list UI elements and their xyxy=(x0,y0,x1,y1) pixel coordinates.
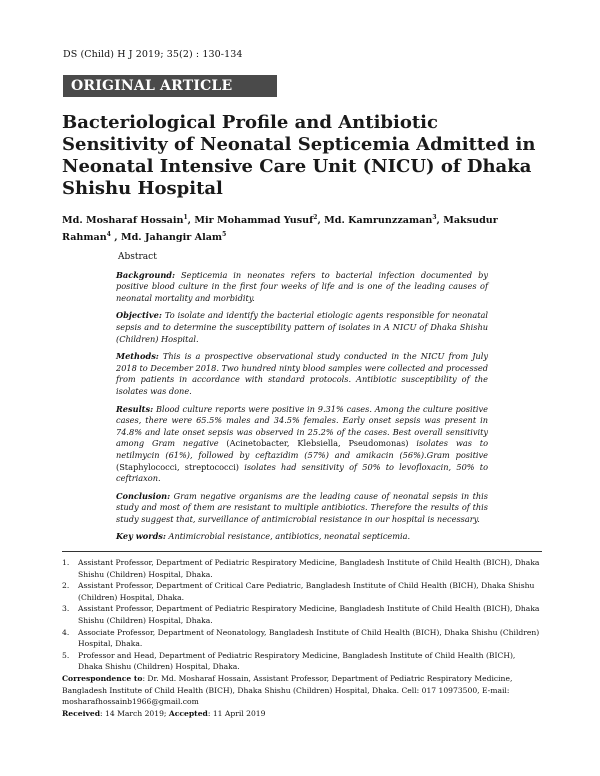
author-name: Mir Mohammad Yusuf xyxy=(194,215,314,227)
footnote-item: 2. Assistant Professor, Department of Critical Care Pediatric, Bangladesh Institute of Child Health (BICH), Dhaka Shishu (Children) Hospital, Dhaka. xyxy=(62,581,535,602)
footnote-item: 5. Professor and Head, Department of Pediatric Respiratory Medicine, Bangladesh Institute of Child Health (BICH), Dhaka Shishu (Children) Hospital, Dhaka. xyxy=(62,650,516,672)
abstract-results: Results: Blood culture reports were positive in 9.31% cases. Among the culture positive cases, there were 65.5% males and 34.5% females. Early onset sepsis was present in 74.8% and late onset sepsis was observed in 25.2% of the cases. Best overall sensitivity among Gram negative (Acinetobacter, Klebsiella, Pseudomonas) isolates was to netilmycin (61%), followed by ceftazidim (57%) and amikacin (56%).Gram positive (Staphylococci, streptococci) isolates had sensitivity of 50% to levofloxacin, 50% to ceftriaxon. xyxy=(116,403,488,484)
author-name: Md. Jahangir Alam xyxy=(120,232,223,244)
received-date: : 14 March 2019; xyxy=(100,708,167,718)
article-title: Bacteriological Profile and Antibiotic Sensitivity of Neonatal Septicemia Admitted in Neonatal Intensive Care Unit (NICU) of Dhaka Shishu Hospital xyxy=(62,112,536,199)
section-label: Background: xyxy=(116,269,176,280)
abstract-background: Background: Septicemia in neonates refers to bacterial infection documented by positive blood culture in the first four weeks of life and is one of the leading causes of neonatal mortality and morbidity. xyxy=(116,269,489,303)
received-accepted-dates xyxy=(62,708,542,720)
author-affiliation-marker: 5 xyxy=(222,231,227,239)
abstract-objective: Objective: To isolate and identify the bacterial etiologic agents responsible for neonatal sepsis and to determine the susceptibility pattern of isolates in A NICU of Dhaka Shishu (Children) Hospital. xyxy=(116,310,489,344)
received-label: Received xyxy=(62,708,101,718)
accepted-date: : 11 April 2019 xyxy=(207,708,266,718)
organism-list: (Acinetobacter, Klebsiella, Pseudomonas) xyxy=(226,438,409,449)
abstract-conclusion: Conclusion: Gram negative organisms are the leading cause of neonatal sepsis in this study and most of them are resistant to multiple antibiotics. Therefore the results of this study suggest that, surveillance of antimicrobial resistance in our hospital is necessary. xyxy=(116,490,489,524)
author-name: Md. Kamrunzzaman xyxy=(324,215,433,227)
author-list: Md. Mosharaf Hossain$^1$, Mir Mohammad Yusuf$^2$, Md. Kamrunzzaman$^3$, Maksudur Rahman$^4$ , Md. Jahangir Alam$^5$ xyxy=(62,214,498,244)
abstract-keywords: Key words: Antimicrobial resistance, antibiotics, neonatal septicemia. xyxy=(116,531,411,542)
author-affiliation-marker: 3 xyxy=(432,214,437,221)
footnote-item: 1. Assistant Professor, Department of Pediatric Respiratory Medicine, Bangladesh Institute of Child Health (BICH), Dhaka Shishu (Children) Hospital, Dhaka. xyxy=(62,558,540,579)
section-label: Methods: xyxy=(116,351,159,362)
footnote-item: 4. Associate Professor, Department of Neonatology, Bangladesh Institute of Child Health (BICH), Dhaka Shishu (Children) Hospital, Dhaka. xyxy=(62,627,540,649)
section-label: Key words: xyxy=(116,531,166,542)
abstract-methods: Methods: This is a prospective observational study conducted in the NICU from July 2018 to December 2018. Two hundred ninty blood samples were collected and processed from patients in accordance with standard protocols. Antibiotic susceptibility of the isolates was done. xyxy=(116,351,488,396)
correspondence: Correspondence to: Dr. Md. Mosharaf Hossain, Assistant Professor, Department of Pediatric Respiratory Medicine, Bangladesh Institute of Child Health (BICH), Dhaka Shishu (Children) Hospital, Dhaka. Cell: 017 10973500, E-mail: mosharafhossainb1966@gmail.com xyxy=(62,673,513,707)
footnote-item: 3. Assistant Professor, Department of Pediatric Respiratory Medicine, Bangladesh Institute of Child Health (BICH), Dhaka Shishu (Children) Hospital, Dhaka. xyxy=(62,604,540,625)
article-type-banner: ORIGINAL ARTICLE xyxy=(63,75,277,97)
section-label: Conclusion: xyxy=(116,490,171,501)
accepted-label: Accepted xyxy=(168,708,208,718)
author-name: Maksudur Rahman xyxy=(62,215,498,244)
section-label: Objective: xyxy=(116,310,162,321)
author-name: Md. Mosharaf Hossain xyxy=(62,215,184,227)
correspondence-label: Correspondence to xyxy=(62,673,143,683)
author-affiliation-marker: 2 xyxy=(313,214,318,221)
author-affiliation-marker: 1 xyxy=(183,214,188,221)
abstract-block xyxy=(116,252,488,549)
author-affiliation-marker: 4 xyxy=(106,231,111,239)
abstract-heading: Abstract xyxy=(118,252,157,262)
section-label: Results: xyxy=(116,403,154,414)
organism-list: (Staphylococci, streptococci) xyxy=(116,461,240,472)
footnote-divider xyxy=(62,551,542,552)
affiliation-footnotes xyxy=(62,557,542,719)
journal-reference: DS (Child) H J 2019; 35(2) : 130-134 xyxy=(63,49,243,60)
